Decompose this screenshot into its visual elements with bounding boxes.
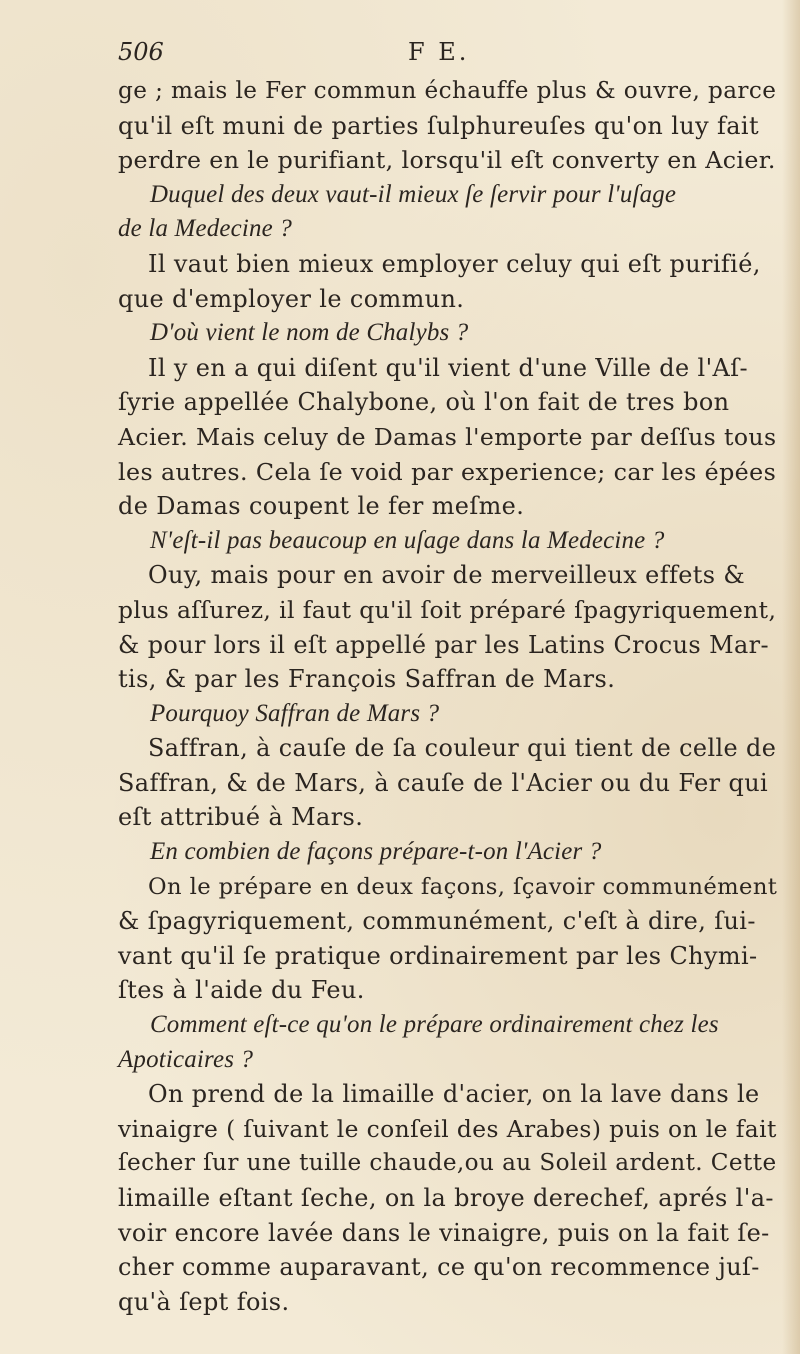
text-line: tis, & par les François Saffran de Mars. [118, 665, 616, 694]
text-line: plus aſſurez, il faut qu'il ſoit préparé ſpagyriquement, [118, 595, 777, 624]
question-line: D'où vient le nom de Chalybs ? [150, 319, 469, 347]
text-line: limaille eſtant ſeche, on la broye derechef, aprés l'a- [118, 1184, 774, 1212]
text-line: qu'à ſept fois. [118, 1287, 290, 1316]
text-line: eſt attribué à Mars. [118, 803, 364, 832]
text-line: vinaigre ( ſuivant le conſeil des Arabes) puis on le fait [118, 1114, 777, 1143]
page-header [118, 38, 778, 72]
question-line: de la Medecine ? [118, 215, 293, 243]
running-head: F E. [408, 38, 470, 66]
question-line: N'eſt-il pas beaucoup en uſage dans la Medecine ? [150, 526, 665, 554]
text-line: Il vaut bien mieux employer celuy qui eſt purifié, [148, 249, 761, 278]
text-line: ſyrie appellée Chalybone, où l'on fait de tres bon [118, 388, 730, 417]
text-line: Acier. Mais celuy de Damas l'emporte par deſſus tous [118, 422, 777, 451]
text-line: Il y en a qui diſent qu'il vient d'une Ville de l'Aſ- [148, 353, 748, 382]
text-line: perdre en le purifiant, lorsqu'il eſt converty en Acier. [118, 146, 776, 175]
page-edge-shadow [782, 0, 800, 1354]
text-line: ſtes à l'aide du Feu. [118, 976, 365, 1005]
text-line: que d'employer le commun. [118, 284, 465, 313]
question-line: En combien de façons prépare-t-on l'Acier ? [150, 838, 602, 866]
question-line: Pourquoy Saffran de Mars ? [150, 699, 440, 727]
text-line: vant qu'il ſe pratique ordinairement par les Chymi- [118, 941, 758, 970]
text-line: & ſpagyriquement, communément, c'eſt à dire, ſui- [118, 907, 756, 936]
question-line: Comment eſt-ce qu'on le prépare ordinairement chez les [150, 1011, 719, 1039]
text-line: voir encore lavée dans le vinaigre, puis on la fait ſe- [118, 1218, 770, 1247]
text-line: Saffran, & de Mars, à cauſe de l'Acier ou du Fer qui [118, 768, 769, 797]
text-line: cher comme auparavant, ce qu'on recommence juſ- [118, 1253, 760, 1282]
text-line: les autres. Cela ſe void par experience; car les épées [118, 457, 777, 486]
text-block [118, 74, 778, 1319]
text-line: de Damas coupent le fer meſme. [118, 492, 525, 521]
question-line: Duquel des deux vaut-il mieux ſe ſervir pour l'uſage [150, 180, 677, 208]
text-line: ſecher ſur une tuille chaude,ou au Soleil ardent. Cette [118, 1150, 777, 1177]
text-line: On prend de la limaille d'acier, on la lave dans le [148, 1080, 760, 1109]
page-number: 506 [118, 38, 164, 66]
text-line: ge ; mais le Fer commun échauffe plus & ouvre, parce [118, 78, 777, 104]
question-line: Apoticaires ? [118, 1045, 254, 1073]
text-line: On le prépare en deux façons, ſçavoir communément [148, 873, 778, 900]
text-line: Saffran, à cauſe de ſa couleur qui tient de celle de [148, 734, 777, 763]
text-line: qu'il eſt muni de parties ſulphureuſes qu'on luy fait [118, 111, 759, 140]
text-line: & pour lors il eſt appellé par les Latins Crocus Mar- [118, 630, 769, 659]
text-line: Ouy, mais pour en avoir de merveilleux effets & [148, 561, 746, 590]
